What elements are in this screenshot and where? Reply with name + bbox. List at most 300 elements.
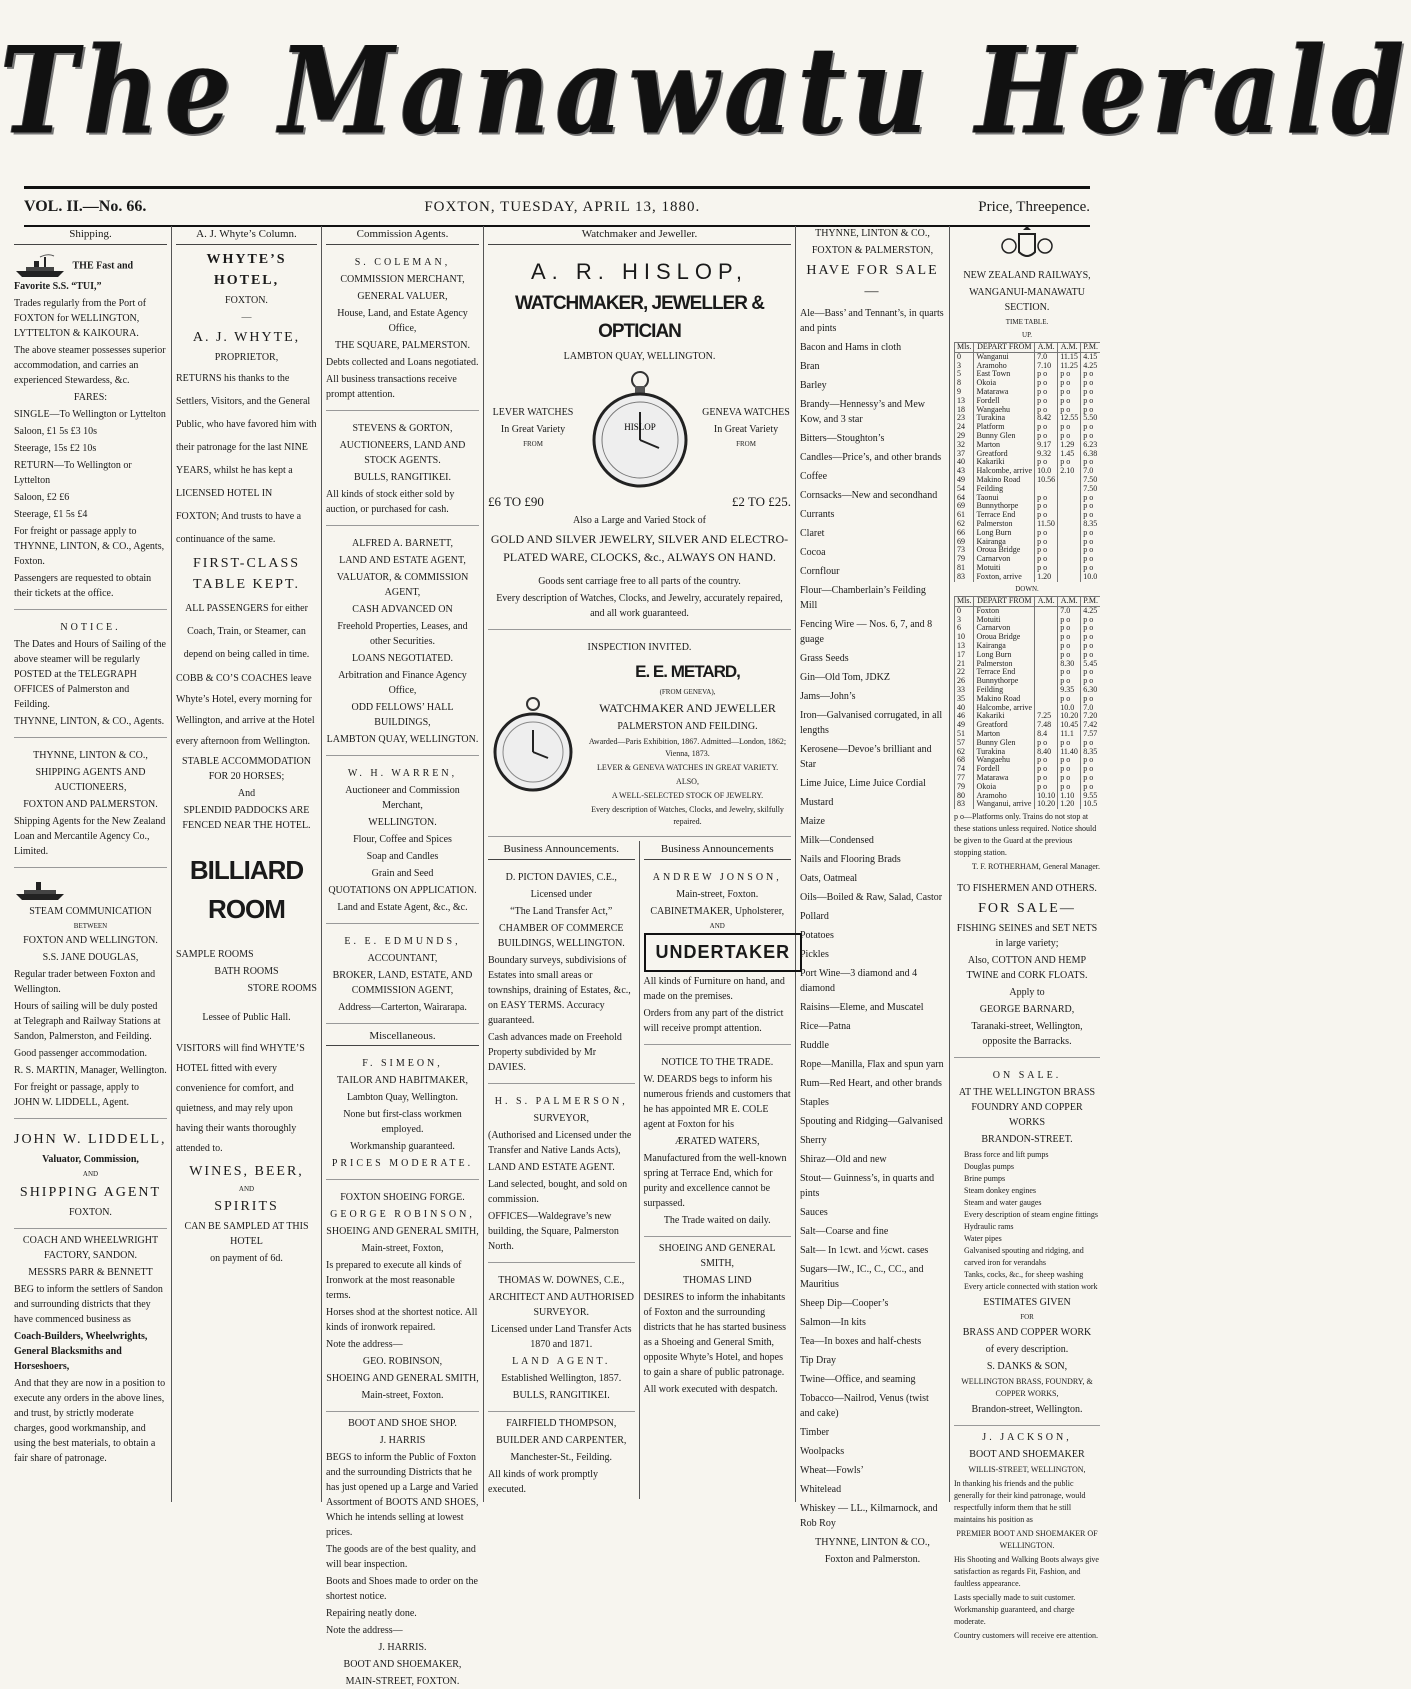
- timetable-cell: Taonui: [974, 494, 1035, 503]
- barnett-line: ODD FELLOWS’ HALL BUILDINGS,: [351, 701, 454, 728]
- timetable-cell: 7.0: [1058, 606, 1081, 615]
- tui-freight: For freight or passage apply to THYNNE, LINTON, & CO., Agents, Foxton.: [14, 525, 165, 567]
- timetable-header-cell: A.M.: [1035, 597, 1058, 607]
- fare-line: Steerage, £1 5s £4: [14, 508, 88, 520]
- thynne-line2: FOXTON AND PALMERSTON.: [23, 798, 158, 810]
- thynne-name: THYNNE, LINTON & CO.,: [33, 749, 148, 761]
- sale-item: Bran: [800, 361, 820, 372]
- sale-item: Cornsacks—New and secondhand: [800, 490, 938, 501]
- forge-line: GEO. ROBINSON,: [362, 1356, 443, 1367]
- trade-aerated: ÆRATED WATERS,: [674, 1136, 760, 1147]
- davies-line: Cash advances made on Freehold Property subdivided by Mr DAVIES.: [488, 1031, 622, 1073]
- sale-item: Currants: [800, 509, 835, 520]
- tui-passengers: Passengers are requested to obtain their tickets at the office.: [14, 572, 152, 599]
- sale-item: Timber: [800, 1427, 830, 1438]
- timetable-cell: p o: [1035, 397, 1058, 406]
- timetable-cell: 40: [955, 704, 974, 713]
- ad-brass-foundry: [954, 1062, 1100, 1426]
- timetable-cell: p o: [1081, 756, 1100, 765]
- edmunds-line: Address—Carterton, Wairarapa.: [338, 1001, 467, 1013]
- timetable-cell: 3: [955, 616, 974, 625]
- timetable-cell: 24: [955, 423, 974, 432]
- timetable-cell: p o: [1035, 406, 1058, 415]
- sale-item: Salt— In 1cwt. and ½cwt. cases: [800, 1245, 929, 1256]
- timetable-cell: 3: [955, 362, 974, 371]
- timetable-cell: 29: [955, 432, 974, 441]
- warren-land: Land and Estate Agent, &c., &c.: [337, 901, 468, 913]
- sale-item: Mustard: [800, 797, 834, 808]
- sale-item: Twine—Office, and seaming: [800, 1374, 916, 1385]
- business-left: [488, 841, 640, 1499]
- timetable-cell: 9.32: [1035, 450, 1058, 459]
- timetable-cell: 62: [955, 748, 974, 757]
- sale-item: Fencing Wire — Nos. 6, 7, and 8 guage: [800, 619, 933, 645]
- timetable-cell: p o: [1081, 494, 1100, 503]
- timetable-cell: Terrace End: [974, 511, 1035, 520]
- sale-item: Pollard: [800, 911, 829, 922]
- timetable-cell: p o: [1081, 370, 1100, 379]
- hislop-also: Also a Large and Varied Stock of: [573, 515, 706, 526]
- timetable-cell: Bunny Glen: [974, 432, 1035, 441]
- timetable-header-cell: Mls.: [955, 343, 974, 353]
- sale-item: Cocoa: [800, 547, 826, 558]
- fish-line: GEORGE BARNARD,: [979, 1004, 1075, 1016]
- timetable-cell: [1058, 502, 1081, 511]
- timetable-cell: p o: [1058, 756, 1081, 765]
- brass-item: Every article connected with station work: [964, 1282, 1098, 1292]
- timetable-cell: p o: [1058, 668, 1081, 677]
- timetable-cell: 22: [955, 668, 974, 677]
- barnett-line: VALUATOR, & COMMISSION AGENT,: [336, 571, 469, 598]
- room-line: STORE ROOMS: [247, 982, 317, 994]
- ad-barnett: [326, 530, 479, 756]
- liddell-name: JOHN W. LIDDELL,: [14, 1132, 167, 1147]
- timetable-cell: 5.45: [1081, 660, 1100, 669]
- barnett-line: Freehold Properties, Leases, and other Securities.: [337, 620, 468, 647]
- warren-good: Grain and Seed: [371, 867, 434, 879]
- timetable-cell: p o: [1081, 546, 1100, 555]
- timetable-cell: 11.1: [1058, 730, 1081, 739]
- timetable-cell: 62: [955, 520, 974, 529]
- timetable-cell: p o: [1058, 677, 1081, 686]
- column-heading: A. J. Whyte’s Column.: [176, 226, 317, 245]
- barnett-line: LOANS NEGOTIATED.: [351, 652, 454, 664]
- timetable-cell: 7.0: [1081, 704, 1100, 713]
- timetable-cell: 83: [955, 573, 974, 582]
- column-heading: Shipping.: [14, 226, 167, 245]
- timetable-cell: 10.20: [1058, 712, 1081, 721]
- timetable-cell: 1.10: [1058, 792, 1081, 801]
- timetable-cell: p o: [1058, 379, 1081, 388]
- metard-also: ALSO,: [676, 777, 699, 786]
- timetable-cell: Motuiti: [974, 564, 1035, 573]
- forge-line: Horses shod at the shortest notice. All kinds of ironwork repaired.: [326, 1307, 478, 1333]
- sale-item: Iron—Galvanised corrugated, in all lengths: [800, 710, 943, 736]
- timetable-cell: p o: [1035, 432, 1058, 441]
- simeon-line: Workmanship guaranteed.: [350, 1141, 455, 1152]
- liddell-place: FOXTON.: [69, 1206, 112, 1218]
- harris-line: Boots and Shoes made to order on the shortest notice.: [326, 1576, 478, 1602]
- timetable-cell: 11.40: [1058, 748, 1081, 757]
- sale-item: Sheep Dip—Cooper’s: [800, 1298, 889, 1309]
- brass-item: Hydraulic rams: [964, 1222, 1014, 1232]
- fish-line: Also, COTTON AND HEMP TWINE and CORK FLOATS.: [966, 955, 1088, 982]
- hislop-gold: GOLD AND SILVER JEWELRY, SILVER AND ELECTRO-PLATED WARE, CLOCKS, &c., ALWAYS ON HAND.: [490, 532, 789, 564]
- simeon-title: TAILOR AND HABITMAKER,: [336, 1075, 469, 1086]
- jackson-line: Lasts specially made to suit customer. Workmanship guaranteed, and charge moderate.: [954, 1592, 1076, 1626]
- timetable-cell: Carnarvon: [974, 624, 1035, 633]
- ad-metard: [488, 634, 791, 837]
- timetable-cell: Feilding: [974, 485, 1035, 494]
- timetable-cell: p o: [1081, 529, 1100, 538]
- sale-item: Whitelead: [800, 1484, 842, 1495]
- fish-sale: FOR SALE—: [978, 901, 1076, 917]
- timetable-cell: p o: [1035, 458, 1058, 467]
- warren-good: Soap and Candles: [366, 850, 439, 862]
- timetable-cell: p o: [1035, 494, 1058, 503]
- timetable-cell: [1058, 485, 1081, 494]
- brass-items: [954, 1149, 1100, 1293]
- royal-crest-icon: [997, 226, 1057, 266]
- coleman-sub: GENERAL VALUER,: [357, 290, 448, 302]
- timetable-cell: 26: [955, 677, 974, 686]
- timetable-cell: p o: [1035, 739, 1058, 748]
- jackson-addr: WILLIS-STREET, WELLINGTON,: [968, 1464, 1086, 1474]
- sale-item: Kerosene—Devoe’s brilliant and Star: [800, 744, 932, 770]
- fish-heading: TO FISHERMEN AND OTHERS.: [957, 883, 1097, 895]
- jackson-line: Country customers will receive ere attention.: [954, 1630, 1098, 1640]
- timetable-cell: 10.10: [1035, 792, 1058, 801]
- timetable-cell: Kairanga: [974, 538, 1035, 547]
- cobb-text: COBB & CO’S COACHES leave Whyte’s Hotel, every morning for Wellington, and arrive at the Hotel every afternoon from Wellington.: [176, 672, 315, 747]
- ad-davies: [488, 864, 635, 1084]
- brass-item: Galvanised spouting and ridging, and carved iron for verandahs: [964, 1246, 1084, 1268]
- room-line: BATH ROOMS: [214, 965, 279, 977]
- sale-item: Whiskey — LL., Kilmarnock, and Rob Roy: [800, 1503, 938, 1529]
- masthead: [0, 0, 1411, 182]
- timetable-cell: Long Burn: [974, 529, 1035, 538]
- timetable-cell: 10.5: [1081, 800, 1100, 809]
- sale-item: Nails and Flooring Brads: [800, 854, 901, 865]
- price-geneva: £2 TO £25.: [731, 493, 791, 509]
- timetable-cell: 7.25: [1035, 712, 1058, 721]
- watch-icon: [488, 694, 578, 794]
- forge-line: Main-street, Foxton.: [361, 1390, 444, 1401]
- timetable-cell: 13: [955, 642, 974, 651]
- lind-heading: SHOEING AND GENERAL SMITH,: [658, 1243, 776, 1269]
- sale-item: Stout— Guinness’s, in quarts and pints: [800, 1173, 935, 1199]
- brass-item: Tanks, cocks, &c., for sheep washing: [964, 1270, 1084, 1280]
- ad-tui: [14, 249, 167, 610]
- timetable-cell: 7.20: [1081, 712, 1100, 721]
- thynne-firm: THYNNE, LINTON & CO.,: [815, 228, 930, 239]
- section-heading-business: Business Announcements.: [488, 841, 635, 860]
- timetable-cell: Long Burn: [974, 651, 1035, 660]
- timetable-cell: Greatford: [974, 450, 1035, 459]
- sale-item: Tobacco—Nailrod, Venus (twist and cake): [800, 1393, 929, 1419]
- sale-item: Grass Seeds: [800, 653, 849, 664]
- brass-item: Steam and water gauges: [964, 1198, 1042, 1208]
- timetable-cell: p o: [1058, 695, 1081, 704]
- simeon-addr: Lambton Quay, Wellington.: [346, 1092, 459, 1103]
- variety-label: In Great Variety: [500, 424, 566, 436]
- timetable-cell: 4.25: [1081, 606, 1100, 615]
- timetable-cell: p o: [1035, 423, 1058, 432]
- timetable-cell: Wanganui, arrive: [974, 800, 1035, 809]
- timetable-cell: p o: [1081, 616, 1100, 625]
- sale-item: Woolpacks: [800, 1446, 845, 1457]
- sale-item: Barley: [800, 380, 827, 391]
- thompson-name: FAIRFIELD THOMPSON,: [506, 1417, 617, 1429]
- wines-text: WINES, BEER,: [189, 1163, 304, 1179]
- timetable-cell: [1035, 624, 1058, 633]
- timetable-cell: [1058, 555, 1081, 564]
- timetable-cell: 54: [955, 485, 974, 494]
- timetable-cell: p o: [1058, 783, 1081, 792]
- timetable-cell: Palmerston: [974, 520, 1035, 529]
- simeon-line: None but first-class workmen employed.: [343, 1109, 462, 1135]
- timetable-row: [955, 800, 1101, 809]
- tui-text: Trades regularly from the Port of FOXTON for WELLINGTON, LYTTELTON & KAIKOURA.: [14, 297, 147, 339]
- jackson-name: J. JACKSON,: [982, 1431, 1072, 1443]
- timetable-cell: 11.15: [1058, 352, 1081, 361]
- palmerson-name: H. S. PALMERSON,: [494, 1095, 628, 1107]
- steamship-icon: [14, 876, 70, 902]
- lind-name: THOMAS LIND: [682, 1275, 752, 1286]
- brass-firm2: WELLINGTON BRASS, FOUNDRY, & COPPER WORKS,: [961, 1376, 1093, 1398]
- timetable-cell: 40: [955, 458, 974, 467]
- ad-warren: [326, 760, 479, 924]
- timetable-cell: 10.0: [1081, 573, 1100, 582]
- timetable-cell: [1035, 633, 1058, 642]
- coleman-all: All business transactions receive prompt attention.: [326, 373, 457, 400]
- timetable-cell: 7.0: [1035, 352, 1058, 361]
- brass-addr: Brandon-street, Wellington.: [971, 1403, 1083, 1415]
- jackson-line: PREMIER BOOT AND SHOEMAKER OF WELLINGTON.: [956, 1528, 1098, 1550]
- timetable-cell: 4.25: [1081, 362, 1100, 371]
- timetable-cell: 79: [955, 783, 974, 792]
- down-heading: DOWN.: [1015, 584, 1039, 593]
- timetable-cell: [1035, 660, 1058, 669]
- timetable-cell: [1035, 695, 1058, 704]
- sale-item: Potatoes: [800, 930, 834, 941]
- timetable-cell: Bunnythorpe: [974, 502, 1035, 511]
- brass-item: Douglas pumps: [964, 1162, 1014, 1172]
- sale-item: Salmon—In kits: [800, 1317, 866, 1328]
- timetable-cell: Makino Road: [974, 476, 1035, 485]
- stevens-name: STEVENS & GORTON,: [352, 422, 453, 434]
- timetable-cell: 8.35: [1081, 748, 1100, 757]
- fish-line: FISHING SEINES and SET NETS in large variety;: [956, 923, 1098, 950]
- timetable-cell: [1058, 564, 1081, 573]
- timetable-cell: p o: [1058, 616, 1081, 625]
- newspaper-title: The Manawatu Herald: [0, 19, 1411, 162]
- timetable-cell: p o: [1058, 406, 1081, 415]
- ad-coleman: [326, 249, 479, 411]
- thynne-line1: SHIPPING AGENTS AND AUCTIONEERS,: [35, 766, 146, 793]
- timetable-cell: [1035, 606, 1058, 615]
- for-sale-heading: HAVE FOR SALE—: [806, 263, 939, 299]
- sale-item: Coffee: [800, 471, 828, 482]
- from-label: FROM: [523, 440, 543, 449]
- timetable-cell: [1035, 616, 1058, 625]
- warren-title: Auctioneer and Commission Merchant,: [345, 784, 460, 811]
- sale-item: Sugars—IW., IC., C., CC., and Mauritius: [800, 1264, 924, 1290]
- timetable-cell: [1058, 573, 1081, 582]
- timetable-cell: p o: [1058, 432, 1081, 441]
- columns: [10, 226, 1104, 1687]
- ad-jackson: [954, 1430, 1100, 1642]
- timetable-header-cell: Mls.: [955, 597, 974, 607]
- timetable-cell: 33: [955, 686, 974, 695]
- timetable-cell: Turakina: [974, 748, 1035, 757]
- business-right: [640, 841, 792, 1499]
- boot-heading: BOOT AND SHOE SHOP.: [348, 1418, 457, 1429]
- timetable-cell: 9.35: [1058, 686, 1081, 695]
- steam-freight: For freight or passage, apply to JOHN W. LIDDELL, Agent.: [14, 1082, 139, 1108]
- timetable-cell: [1058, 546, 1081, 555]
- timetable-cell: 0: [955, 606, 974, 615]
- timetable-header-cell: P.M.: [1081, 597, 1100, 607]
- timetable-cell: [1035, 668, 1058, 677]
- timetable-cell: 49: [955, 476, 974, 485]
- brass-item: Brine pumps: [964, 1174, 1006, 1184]
- sale-item: Sauces: [800, 1207, 828, 1218]
- timetable-cell: Carnarvon: [974, 555, 1035, 564]
- timetable-cell: p o: [1058, 633, 1081, 642]
- brass-for: FOR: [1020, 1313, 1034, 1322]
- timetable-cell: p o: [1081, 432, 1100, 441]
- thompson-title: BUILDER AND CARPENTER,: [496, 1434, 627, 1446]
- column-thynne: [796, 226, 950, 1565]
- timetable-cell: 46: [955, 712, 974, 721]
- timetable-cell: 10: [955, 633, 974, 642]
- timetable-cell: Okoia: [974, 783, 1035, 792]
- timetable-cell: 35: [955, 695, 974, 704]
- sale-item: Cornflour: [800, 566, 840, 577]
- column-whyte: A. J. Whyte’s Column. WHYTE’S HOTEL, FOXTON. — A. J. WHYTE, PROPRIETOR, RETURNS his thanks to the Settlers, Visitors, and the General Public, who have favored him with their patronage for the last NINE YEARS, whilst he has kept a LICENSED HOTEL IN FOXTON; And trusts to have a continuance of the same. FIRST-CLASS TABLE KEPT. ALL PASSENGERS for either Coach, Train, or Steamer, can depend on being called in time. COBB & CO’S COACHES leave Whyte’s Hotel, every morning for Wellington, and arrive at the Hotel every afternoon from Wellington. STABLE ACCOMMODATION FOR 20 HORSES; And SPLENDID PADDOCKS ARE FENCED NEAR THE HOTEL. BILLIARD ROOM SAMPLE ROOMS BATH ROOMS STORE ROOMS Lessee of Public Hall. VISITORS will find WHYTE’S HOTEL fitted with every convenience for comfort, and quietness, and may rely upon having their wants thoroughly attended to. WINES, BEER, AND SPIRITS CAN BE SAMPLED AT THIS HOTEL on payment of 6d.: [172, 226, 322, 1502]
- timetable-cell: [1058, 476, 1081, 485]
- jackson-line: His Shooting and Walking Boots always give satisfaction as regards Fit, Fashion, and faultless appearance.: [954, 1554, 1099, 1588]
- timetable-cell: 37: [955, 450, 974, 459]
- timetable-cell: p o: [1081, 397, 1100, 406]
- timetable-cell: p o: [1081, 538, 1100, 547]
- ad-hislop: [488, 249, 791, 631]
- downes-line: Established Wellington, 1857.: [501, 1372, 622, 1384]
- sale-item: Bitters—Stoughton’s: [800, 433, 885, 444]
- harris-name: J. HARRIS: [379, 1435, 426, 1446]
- metard-stock: A WELL-SELECTED STOCK OF JEWELRY.: [611, 791, 764, 800]
- timetable-cell: 7.50: [1081, 476, 1100, 485]
- jonson-and: AND: [709, 921, 725, 930]
- timetable-row: [955, 573, 1101, 582]
- timetable-cell: p o: [1081, 388, 1100, 397]
- ad-thompson: [488, 1416, 635, 1497]
- timetable-cell: Kakariki: [974, 712, 1035, 721]
- steam-good: Good passenger accommodation.: [14, 1048, 148, 1059]
- timetable-cell: p o: [1035, 379, 1058, 388]
- brass-work: BRASS AND COPPER WORK: [962, 1326, 1092, 1338]
- trade-line: Manufactured from the well-known spring at Terrace End, which for purity and excellence cannot be surpassed.: [643, 1153, 787, 1209]
- timetable-cell: p o: [1058, 423, 1081, 432]
- ad-simeon: [326, 1050, 479, 1180]
- timetable-cell: Fordell: [974, 397, 1035, 406]
- sale-item: Claret: [800, 528, 825, 539]
- thompson-addr: Manchester-St., Feilding.: [510, 1451, 612, 1463]
- timetable-cell: 6.30: [1081, 686, 1100, 695]
- timetable-cell: 11.25: [1058, 362, 1081, 371]
- timetable-cell: p o: [1081, 739, 1100, 748]
- timetable-cell: 17: [955, 651, 974, 660]
- timetable-down: [954, 596, 1100, 809]
- sale-item: Milk—Condensed: [800, 835, 874, 846]
- timetable-cell: 5: [955, 370, 974, 379]
- metard-lever: LEVER & GENEVA WATCHES IN GREAT VARIETY.: [596, 763, 779, 772]
- steam-sign: R. S. MARTIN, Manager, Wellington.: [14, 1065, 167, 1076]
- steamship-icon: [14, 253, 70, 279]
- sale-item: Oats, Oatmeal: [800, 873, 858, 884]
- jonson-line: All kinds of Furniture on hand, and made on the premises.: [643, 976, 785, 1002]
- undertaker-sign: UNDERTAKER: [644, 933, 803, 972]
- coleman-text: House, Land, and Estate Agency Office,: [337, 307, 468, 334]
- ad-liddell: [14, 1123, 167, 1229]
- downes-name: THOMAS W. DOWNES, C.E.,: [498, 1274, 625, 1286]
- brass-onsale: ON SALE.: [992, 1070, 1062, 1082]
- timetable-cell: p o: [1035, 529, 1058, 538]
- column-commission: [322, 226, 484, 1687]
- issue-date: FOXTON, TUESDAY, APRIL 13, 1880.: [424, 198, 701, 215]
- fish-line: Taranaki-street, Wellington, opposite the Barracks.: [971, 1021, 1083, 1048]
- timetable-cell: 23: [955, 414, 974, 423]
- barnett-name: ALFRED A. BARNETT,: [352, 537, 453, 549]
- timetable-cell: Bunnythorpe: [974, 677, 1035, 686]
- harris-line: Repairing neatly done.: [326, 1608, 417, 1619]
- harris-line: Note the address—: [326, 1625, 403, 1636]
- timetable-cell: 7.50: [1081, 485, 1100, 494]
- hotel-text: RETURNS his thanks to the Settlers, Visitors, and the General Public, who have favored him with their patronage for the last NINE YEARS, whilst he has kept a LICENSED HOTEL IN FOXTON; And trusts to have a continuance of the same.: [176, 372, 317, 545]
- proprietor-title: PROPRIETOR,: [214, 351, 279, 363]
- payment-text: on payment of 6d.: [210, 1253, 283, 1264]
- timetable-cell: Marton: [974, 730, 1035, 739]
- timetable-cell: 9: [955, 388, 974, 397]
- sale-item: Pickles: [800, 949, 829, 960]
- sale-list: [800, 306, 945, 1531]
- timetable-cell: 9.55: [1081, 792, 1100, 801]
- timetable-cell: [1035, 651, 1058, 660]
- sale-item: Staples: [800, 1097, 829, 1108]
- ad-stevens: [326, 415, 479, 526]
- timetable-cell: Wangaehu: [974, 756, 1035, 765]
- timetable-cell: Matarawa: [974, 388, 1035, 397]
- brass-street: BRANDON-STREET.: [981, 1134, 1073, 1146]
- sale-item: Shiraz—Old and new: [800, 1154, 887, 1165]
- palmerson-line: (Authorised and Licensed under the Transfer and Native Lands Acts),: [488, 1129, 632, 1156]
- timetable-cell: 7.42: [1081, 721, 1100, 730]
- timetable-cell: p o: [1081, 511, 1100, 520]
- timetable-cell: p o: [1035, 388, 1058, 397]
- timetable-header-cell: DEPART FROM: [974, 597, 1035, 607]
- timetable-cell: [1058, 520, 1081, 529]
- timetable-cell: p o: [1081, 633, 1100, 642]
- timetable-cell: Foxton, arrive: [974, 573, 1035, 582]
- fare-line: SINGLE—To Wellington or Lyttelton: [14, 408, 166, 420]
- sale-item: Ale—Bass’ and Tennant’s, in quarts and pints: [800, 308, 944, 334]
- sampled-text: CAN BE SAMPLED AT THIS HOTEL: [184, 1221, 309, 1247]
- downes-line: Licensed under Land Transfer Acts 1870 and 1871.: [490, 1323, 632, 1350]
- tui-title: THE Fast and Favorite S.S. “TUI,”: [14, 259, 134, 292]
- forge-line: SHOEING AND GENERAL SMITH,: [326, 1373, 479, 1384]
- dateline: [24, 186, 1090, 227]
